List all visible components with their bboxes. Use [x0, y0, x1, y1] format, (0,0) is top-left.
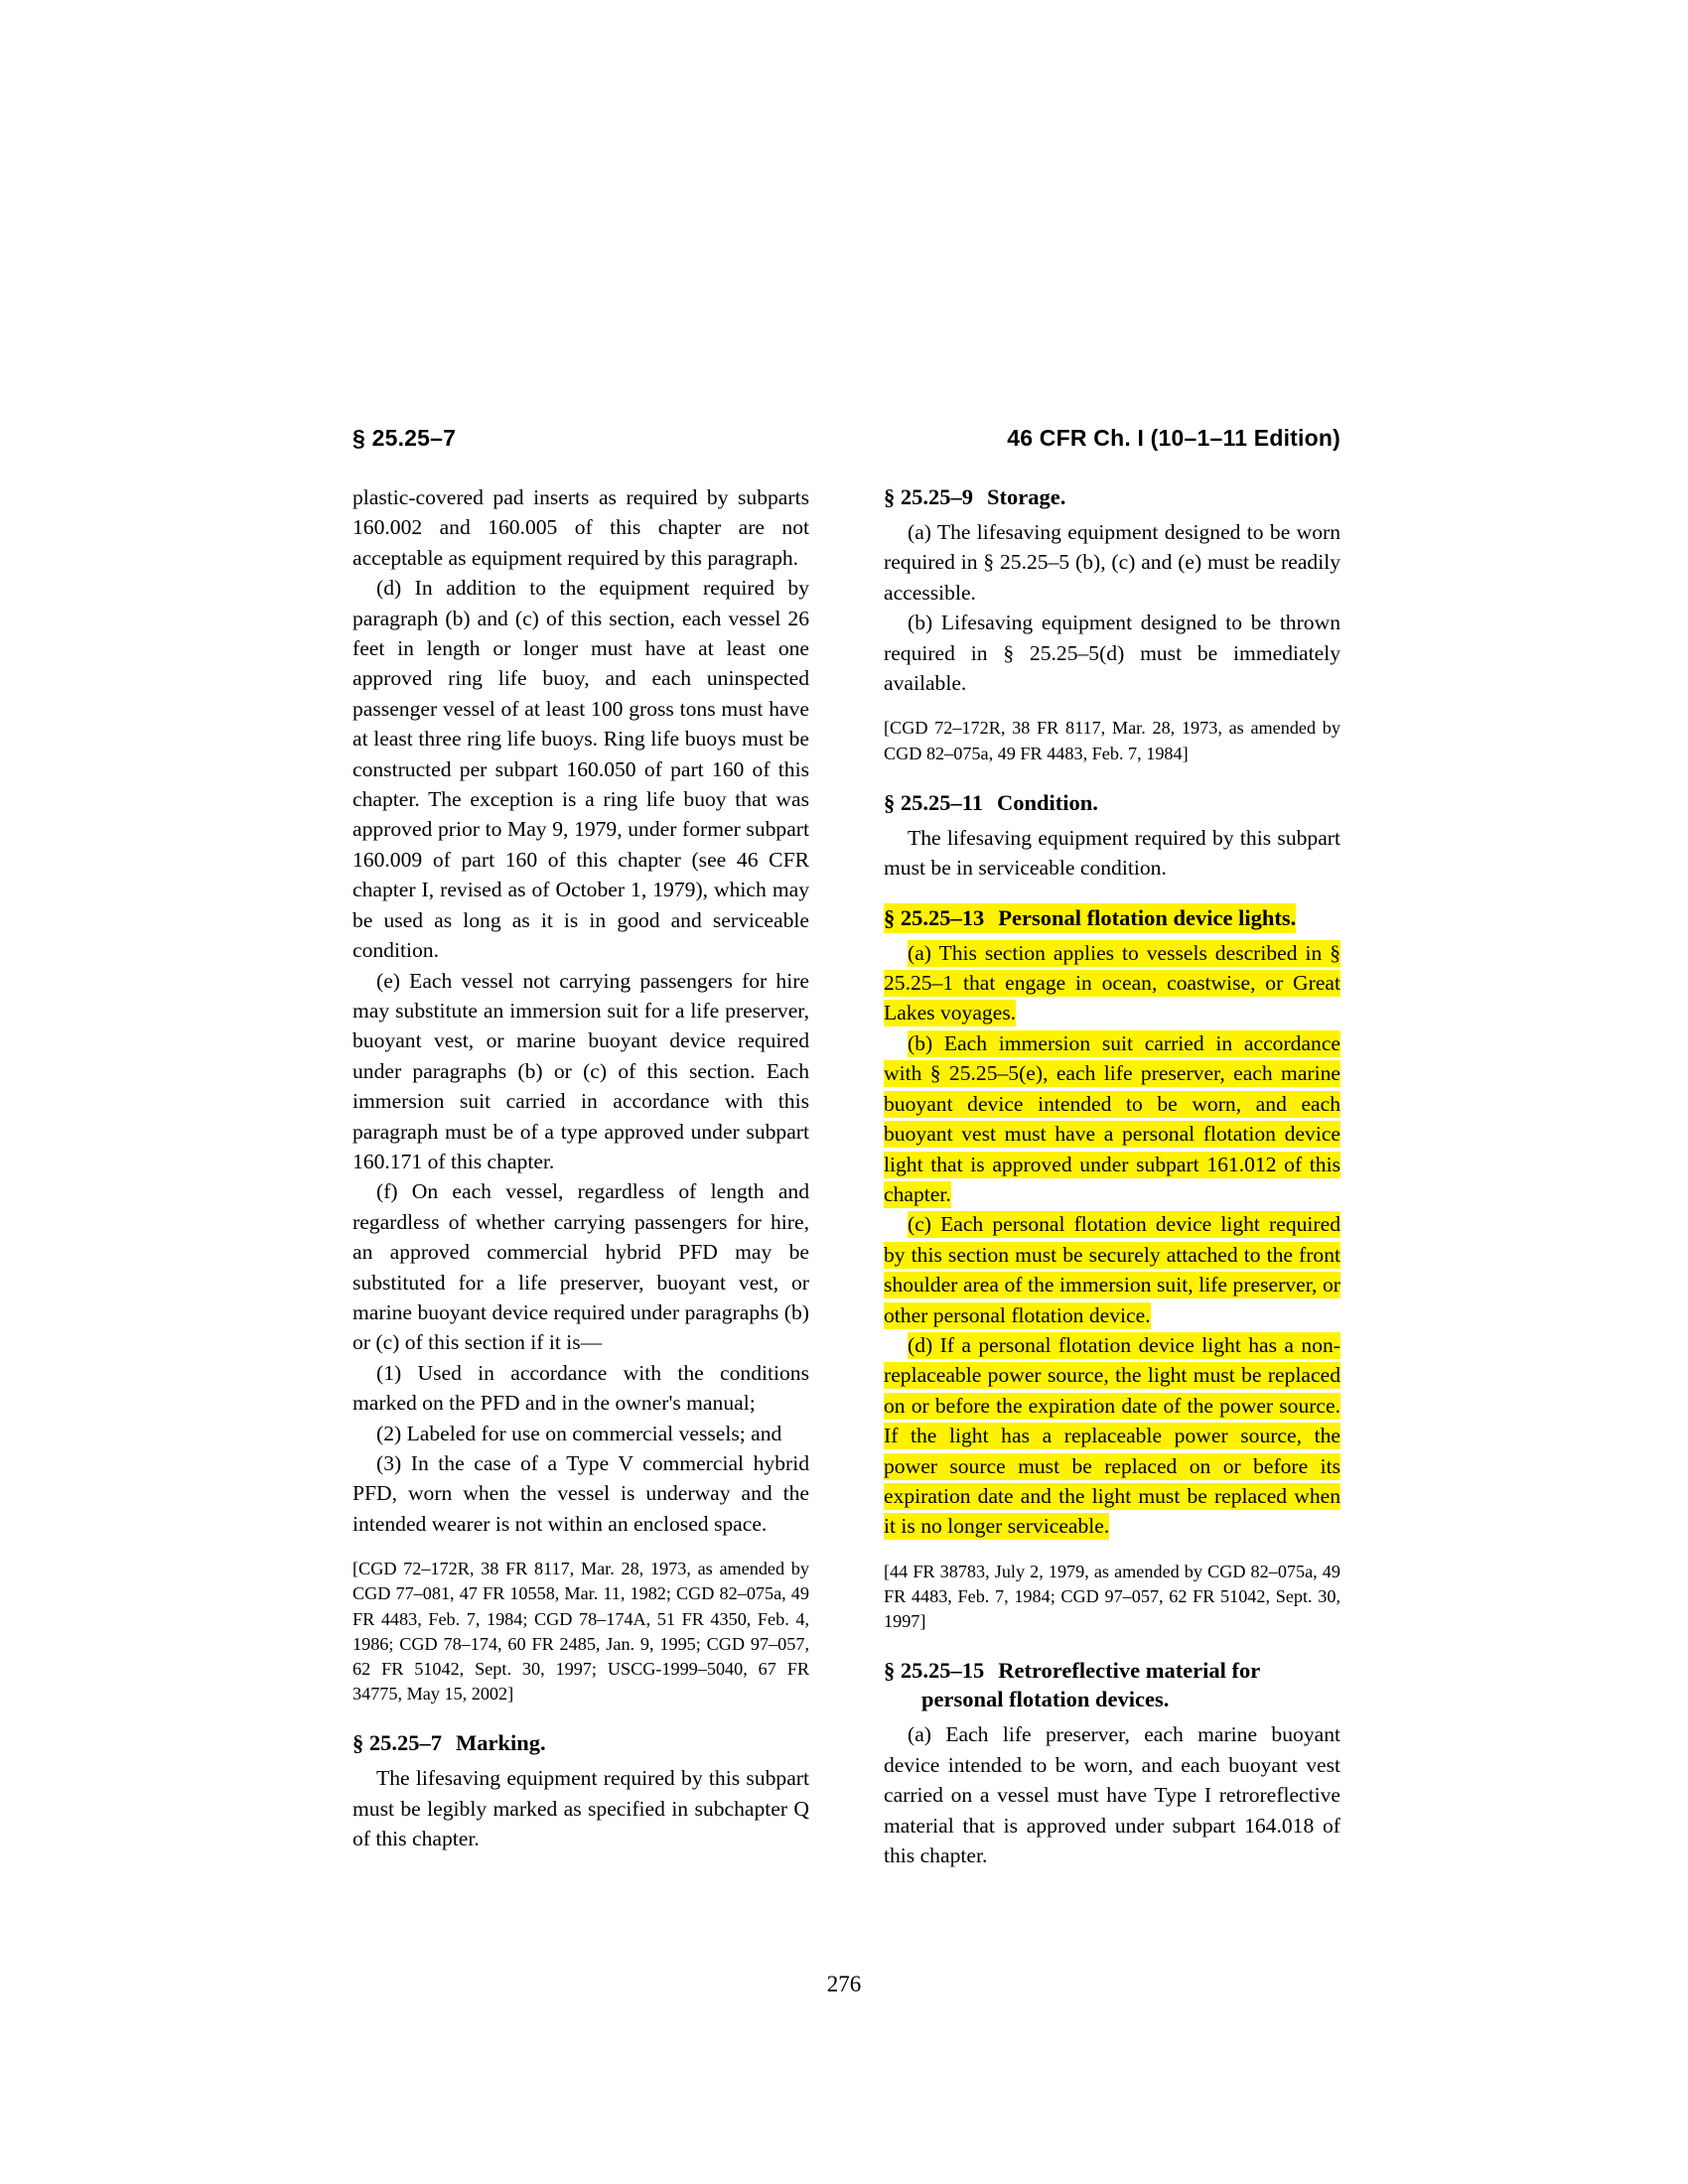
list-item-1: (1) Used in accordance with the conditions marked on the PFD and in the owner's manual; [352, 1360, 809, 1416]
section-title: Storage. [987, 484, 1066, 509]
running-head-section: § 25.25–7 [352, 425, 457, 451]
section-number: § 25.25–11 [884, 789, 984, 815]
section-heading-condition [884, 788, 1340, 817]
paragraph-e: (e) Each vessel not carrying passengers for hire may substitute an immersion suit for a life preserver, buoyant vest, or marine buoyant device required under paragraphs (b) or (c) of this section. Each immersion suit carried in accordance with this paragraph must be of a type approved under subpart 160.171 of this chapter. [352, 968, 809, 1173]
paragraph-f: (f) On each vessel, regardless of length and regardless of whether carrying passengers for hire, an approved commercial hybrid PFD may be substituted for a life preserver, buoyant vest, or marine buoyant device required under paragraphs (b) or (c) of this section if it is— [352, 1179, 809, 1355]
section-number: § 25.25–7 [352, 1730, 442, 1756]
condition-body: The lifesaving equipment required by this subpart must be in serviceable condition. [884, 825, 1340, 881]
pfd-lights-paragraph-c: (c) Each personal flotation device light required by this section must be securely attached to the front shoulder area of the immersion suit, life preserver, or other personal flotation device. [884, 1212, 1340, 1327]
section-marking-body: The lifesaving equipment required by this subpart must be legibly marked as specified in subchapter Q of this chapter. [352, 1766, 809, 1851]
section-number: § 25.25–13 [884, 904, 985, 930]
section-heading-pfd-lights [884, 903, 1340, 932]
list-item-2: (2) Labeled for use on commercial vessels; and [376, 1421, 782, 1445]
section-title: Condition. [997, 789, 1098, 815]
section-heading-retroreflective [884, 1656, 1340, 1713]
section-title: Personal flotation device lights. [998, 904, 1297, 930]
section-heading-storage [884, 482, 1340, 511]
section-heading-marking [352, 1728, 809, 1757]
storage-paragraph-b: (b) Lifesaving equipment designed to be thrown required in § 25.25–5(d) must be immediately available. [884, 611, 1340, 696]
citation-storage: [CGD 72–172R, 38 FR 8117, Mar. 28, 1973, as amended by CGD 82–075a, 49 FR 4483, Feb. 7, 1984] [884, 718, 1340, 763]
running-head-edition: 46 CFR Ch. I (10–1–11 Edition) [1007, 425, 1340, 451]
section-number: § 25.25–9 [884, 484, 973, 509]
section-number: § 25.25–15 [884, 1658, 985, 1684]
list-item-3: (3) In the case of a Type V commercial hybrid PFD, worn when the vessel is underway and the intended wearer is not within an enclosed space. [352, 1451, 809, 1536]
left-column [352, 482, 809, 1952]
storage-paragraph-a: (a) The lifesaving equipment designed to be worn required in § 25.25–5 (b), (c) and (e) must be readily accessible. [884, 520, 1340, 605]
paragraph-d: (d) In addition to the equipment required by paragraph (b) and (c) of this section, each vessel 26 feet in length or longer must have at least one approved ring life buoy, and each uninspected passenger vessel of at least 100 gross tons must have at least three ring life buoys. Ring life buoys must be constructed per subpart 160.050 of part 160 of this chapter. The exception is a ring life buoy that was approved prior to May 9, 1979, under former subpart 160.009 of part 160 of this chapter (see 46 CFR chapter I, revised as of October 1, 1979), which may be used as long as it is in good and serviceable condition. [352, 576, 809, 963]
pfd-lights-paragraph-a: (a) This section applies to vessels described in § 25.25–1 that engage in ocean, coastwise, or Great Lakes voyages. [884, 940, 1340, 1025]
citation-pfd-lights: [44 FR 38783, July 2, 1979, as amended by CGD 82–075a, 49 FR 4483, Feb. 7, 1984; CGD 97–057, 62 FR 51042, Sept. 30, 1997] [884, 1561, 1340, 1632]
pfd-lights-paragraph-d: (d) If a personal flotation device light has a non-replaceable power source, the light must be replaced on or before the expiration date of the power source. If the light has a replaceable power source, the power source must be replaced on or before its expiration date and the light must be replaced when it is no longer serviceable. [884, 1332, 1340, 1539]
section-title: Marking. [456, 1730, 546, 1756]
paragraph-continued: plastic-covered pad inserts as required by subparts 160.002 and 160.005 of this chapter are not acceptable as equipment required by this paragraph. [352, 485, 809, 570]
pfd-lights-paragraph-b: (b) Each immersion suit carried in accordance with § 25.25–5(e), each life preserver, each marine buoyant device intended to be worn, and each buoyant vest must have a personal flotation device light that is approved under subpart 161.012 of this chapter. [884, 1030, 1340, 1206]
page-number: 276 [826, 1972, 862, 1996]
citation-25-25-5: [CGD 72–172R, 38 FR 8117, Mar. 28, 1973, as amended by CGD 77–081, 47 FR 10558, Mar. 11, 1982; CGD 82–075a, 49 FR 4483, Feb. 7, 1984; CGD 78–174A, 51 FR 4350, Feb. 4, 1986; CGD 78–174, 60 FR 2485, Jan. 9, 1995; CGD 97–057, 62 FR 51042, Sept. 30, 1997; USCG-1999–5040, 67 FR 34775, May 15, 2002] [352, 1559, 809, 1705]
section-title: Retroreflective material for personal flotation devices. [921, 1658, 1260, 1712]
retroreflective-paragraph-a: (a) Each life preserver, each marine buoyant device intended to be worn, and each buoyant vest carried on a vessel must have Type I retroreflective material that is approved under subpart 164.018 of this chapter. [884, 1722, 1340, 1868]
running-head [352, 425, 1340, 452]
right-column [884, 482, 1340, 1952]
two-column-body [352, 482, 1340, 1952]
